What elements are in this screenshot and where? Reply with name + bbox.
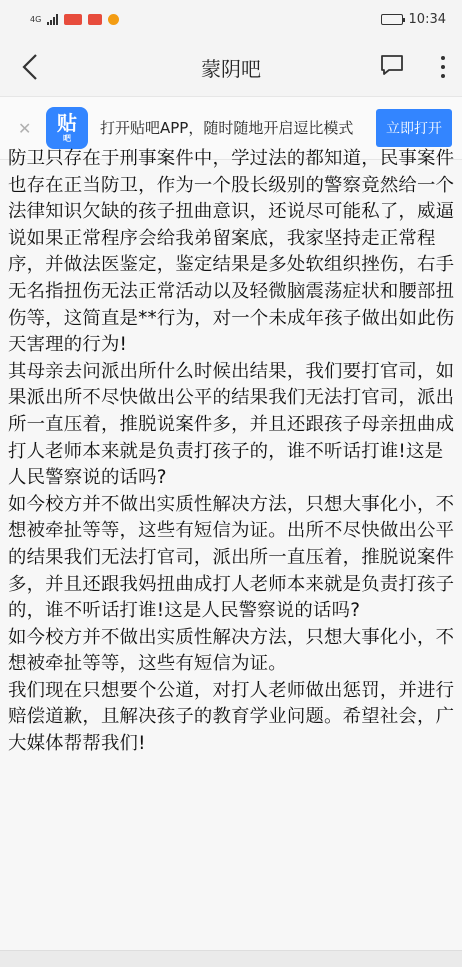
paragraph-1: 防卫只存在于刑事案件中，学过法的都知道，民事案件也存在正当防卫，作为一个股长级别的警察竟然给一个法律知识欠缺的孩子扭曲意识，还说尽可能私了，威逼说如果正常程序会给我弟留案底，我家坚持走正常程序，并做法医鉴定，鉴定结果是多处软组织挫伤，右手无名指扭伤无法正常活动以及轻微脑震荡症状和腰部扭伤等，这简直是**行为，对一个未成年孩子做出如此伤天害理的行为! xyxy=(8,148,455,356)
comment-button[interactable] xyxy=(380,54,404,80)
banner-text: 打开贴吧APP，随时随地开启逗比模式 xyxy=(100,119,354,137)
notification-app-icon-1 xyxy=(64,14,82,25)
network-label: 4G xyxy=(30,14,42,24)
back-button[interactable] xyxy=(22,47,52,87)
status-left xyxy=(30,14,119,25)
clock: 10:34 xyxy=(408,11,446,27)
post-body xyxy=(8,146,456,758)
bottom-toolbar xyxy=(0,950,462,967)
close-icon[interactable]: ✕ xyxy=(18,118,32,138)
nav-actions xyxy=(380,54,448,80)
post-content[interactable] xyxy=(0,148,462,950)
logo-main-text: 贴 xyxy=(57,111,77,135)
paragraph-5: 我们现在只想要个公道，对打人老师做出惩罚，并进行赔偿道歉，且解决孩子的教育学业问题。希望社会，广大媒体帮帮我们! xyxy=(8,679,455,755)
comment-icon xyxy=(380,54,404,76)
notification-app-icon-2 xyxy=(88,14,102,25)
battery-icon xyxy=(381,14,403,25)
paragraph-3: 如今校方并不做出实质性解决方法，只想大事化小，不想被牵扯等等，这些有短信为证。出所不尽快做出公平的结果我们无法打官司，派出所一直压着，推脱说案件多，并且还跟我妈扭曲成打人老师本来就是负责打孩子的，谁不听话打谁!这是人民警察说的话吗? xyxy=(8,493,455,622)
signal-icon xyxy=(47,14,58,25)
tieba-logo xyxy=(46,107,88,149)
status-right xyxy=(381,12,446,27)
more-vertical-icon[interactable] xyxy=(438,56,448,78)
paragraph-2: 其母亲去问派出所什么时候出结果，我们要打官司，如果派出所不尽快做出公平的结果我们无法打官司，派出所一直压着，推脱说案件多，并且还跟孩子母亲扭曲成打人老师本来就是负责打孩子的，谁不听话打谁!这是人民警察说的话吗? xyxy=(8,360,455,489)
chevron-left-icon xyxy=(22,53,38,81)
logo-sub-text: 吧 xyxy=(63,134,71,143)
open-app-button[interactable]: 立即打开 xyxy=(376,109,452,147)
page-title: 蒙阴吧 xyxy=(201,56,261,81)
nav-bar xyxy=(0,38,462,96)
paragraph-4: 如今校方并不做出实质性解决方法，只想大事化小，不想被牵扯等等，这些有短信为证。 xyxy=(8,626,455,675)
notification-app-icon-3 xyxy=(108,14,119,25)
status-bar xyxy=(0,0,462,38)
